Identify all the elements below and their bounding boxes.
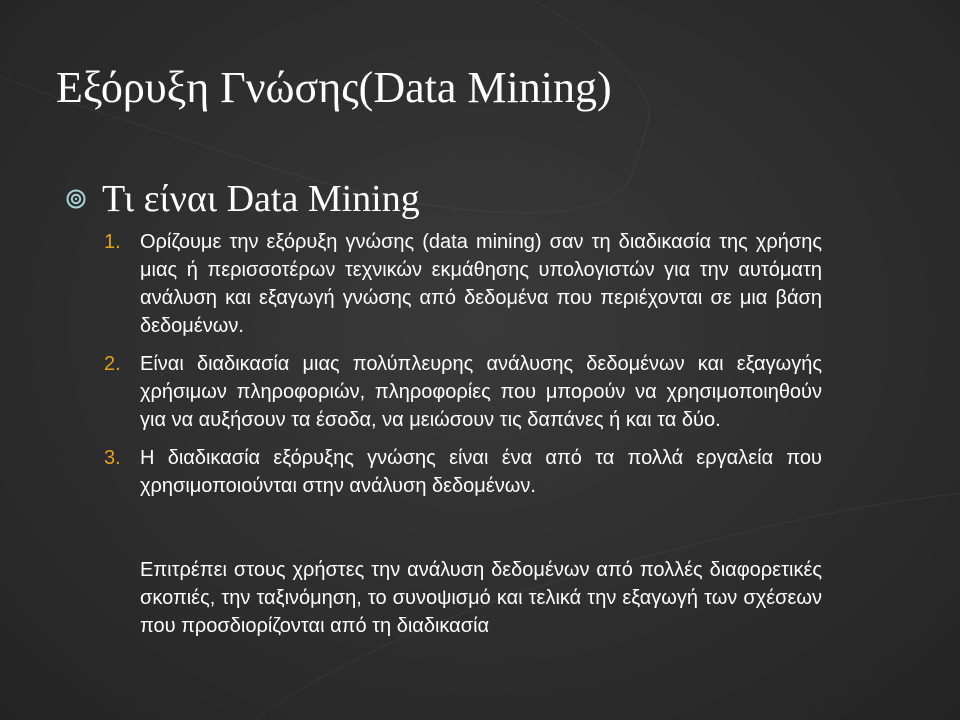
list-text: Είναι διαδικασία μιας πολύπλευρης ανάλυσης δεδομένων και εξαγωγής χρήσιμων πληροφοριών, πληροφορίες που μπορούν να χρησιμοποιηθούν για να αυξήσουν τα έσοδα, να μειώσουν τις δαπάνες ή και τα δύο. <box>140 353 822 431</box>
list-text: Η διαδικασία εξόρυξης γνώσης είναι ένα από τα πολλά εργαλεία που χρησιμοποιούνται στην ανάλυση δεδομένων. <box>140 447 822 497</box>
target-icon <box>66 189 86 209</box>
list-number: 2. <box>104 353 121 375</box>
section-heading: Τι είναι Data Mining <box>102 178 420 220</box>
list-item <box>104 228 822 340</box>
bullet-heading <box>66 176 420 222</box>
list-item <box>104 350 822 434</box>
list-number: 1. <box>104 231 121 253</box>
list-text: Ορίζουμε την εξόρυξη γνώσης (data mining) σαν τη διαδικασία της χρήσης μιας ή περισσοτέρων τεχνικών εκμάθησης υπολογιστών για την αυτόματη ανάλυση και εξαγωγή γνώσης από δεδομένα που περιέχονται σε μια βάση δεδομένων. <box>140 231 822 337</box>
list-item <box>104 444 822 500</box>
continuation-paragraph: Επιτρέπει στους χρήστες την ανάλυση δεδομένων από πολλές διαφορετικές σκοπιές, την ταξινόμηση, το συνοψισμό και τελικά την εξαγωγή των σχέσεων που προσδιορίζονται από τη διαδικασία <box>140 559 822 637</box>
slide-title: Εξόρυξη Γνώσης(Data Mining) <box>56 63 612 112</box>
numbered-list <box>104 228 822 510</box>
list-number: 3. <box>104 447 121 469</box>
